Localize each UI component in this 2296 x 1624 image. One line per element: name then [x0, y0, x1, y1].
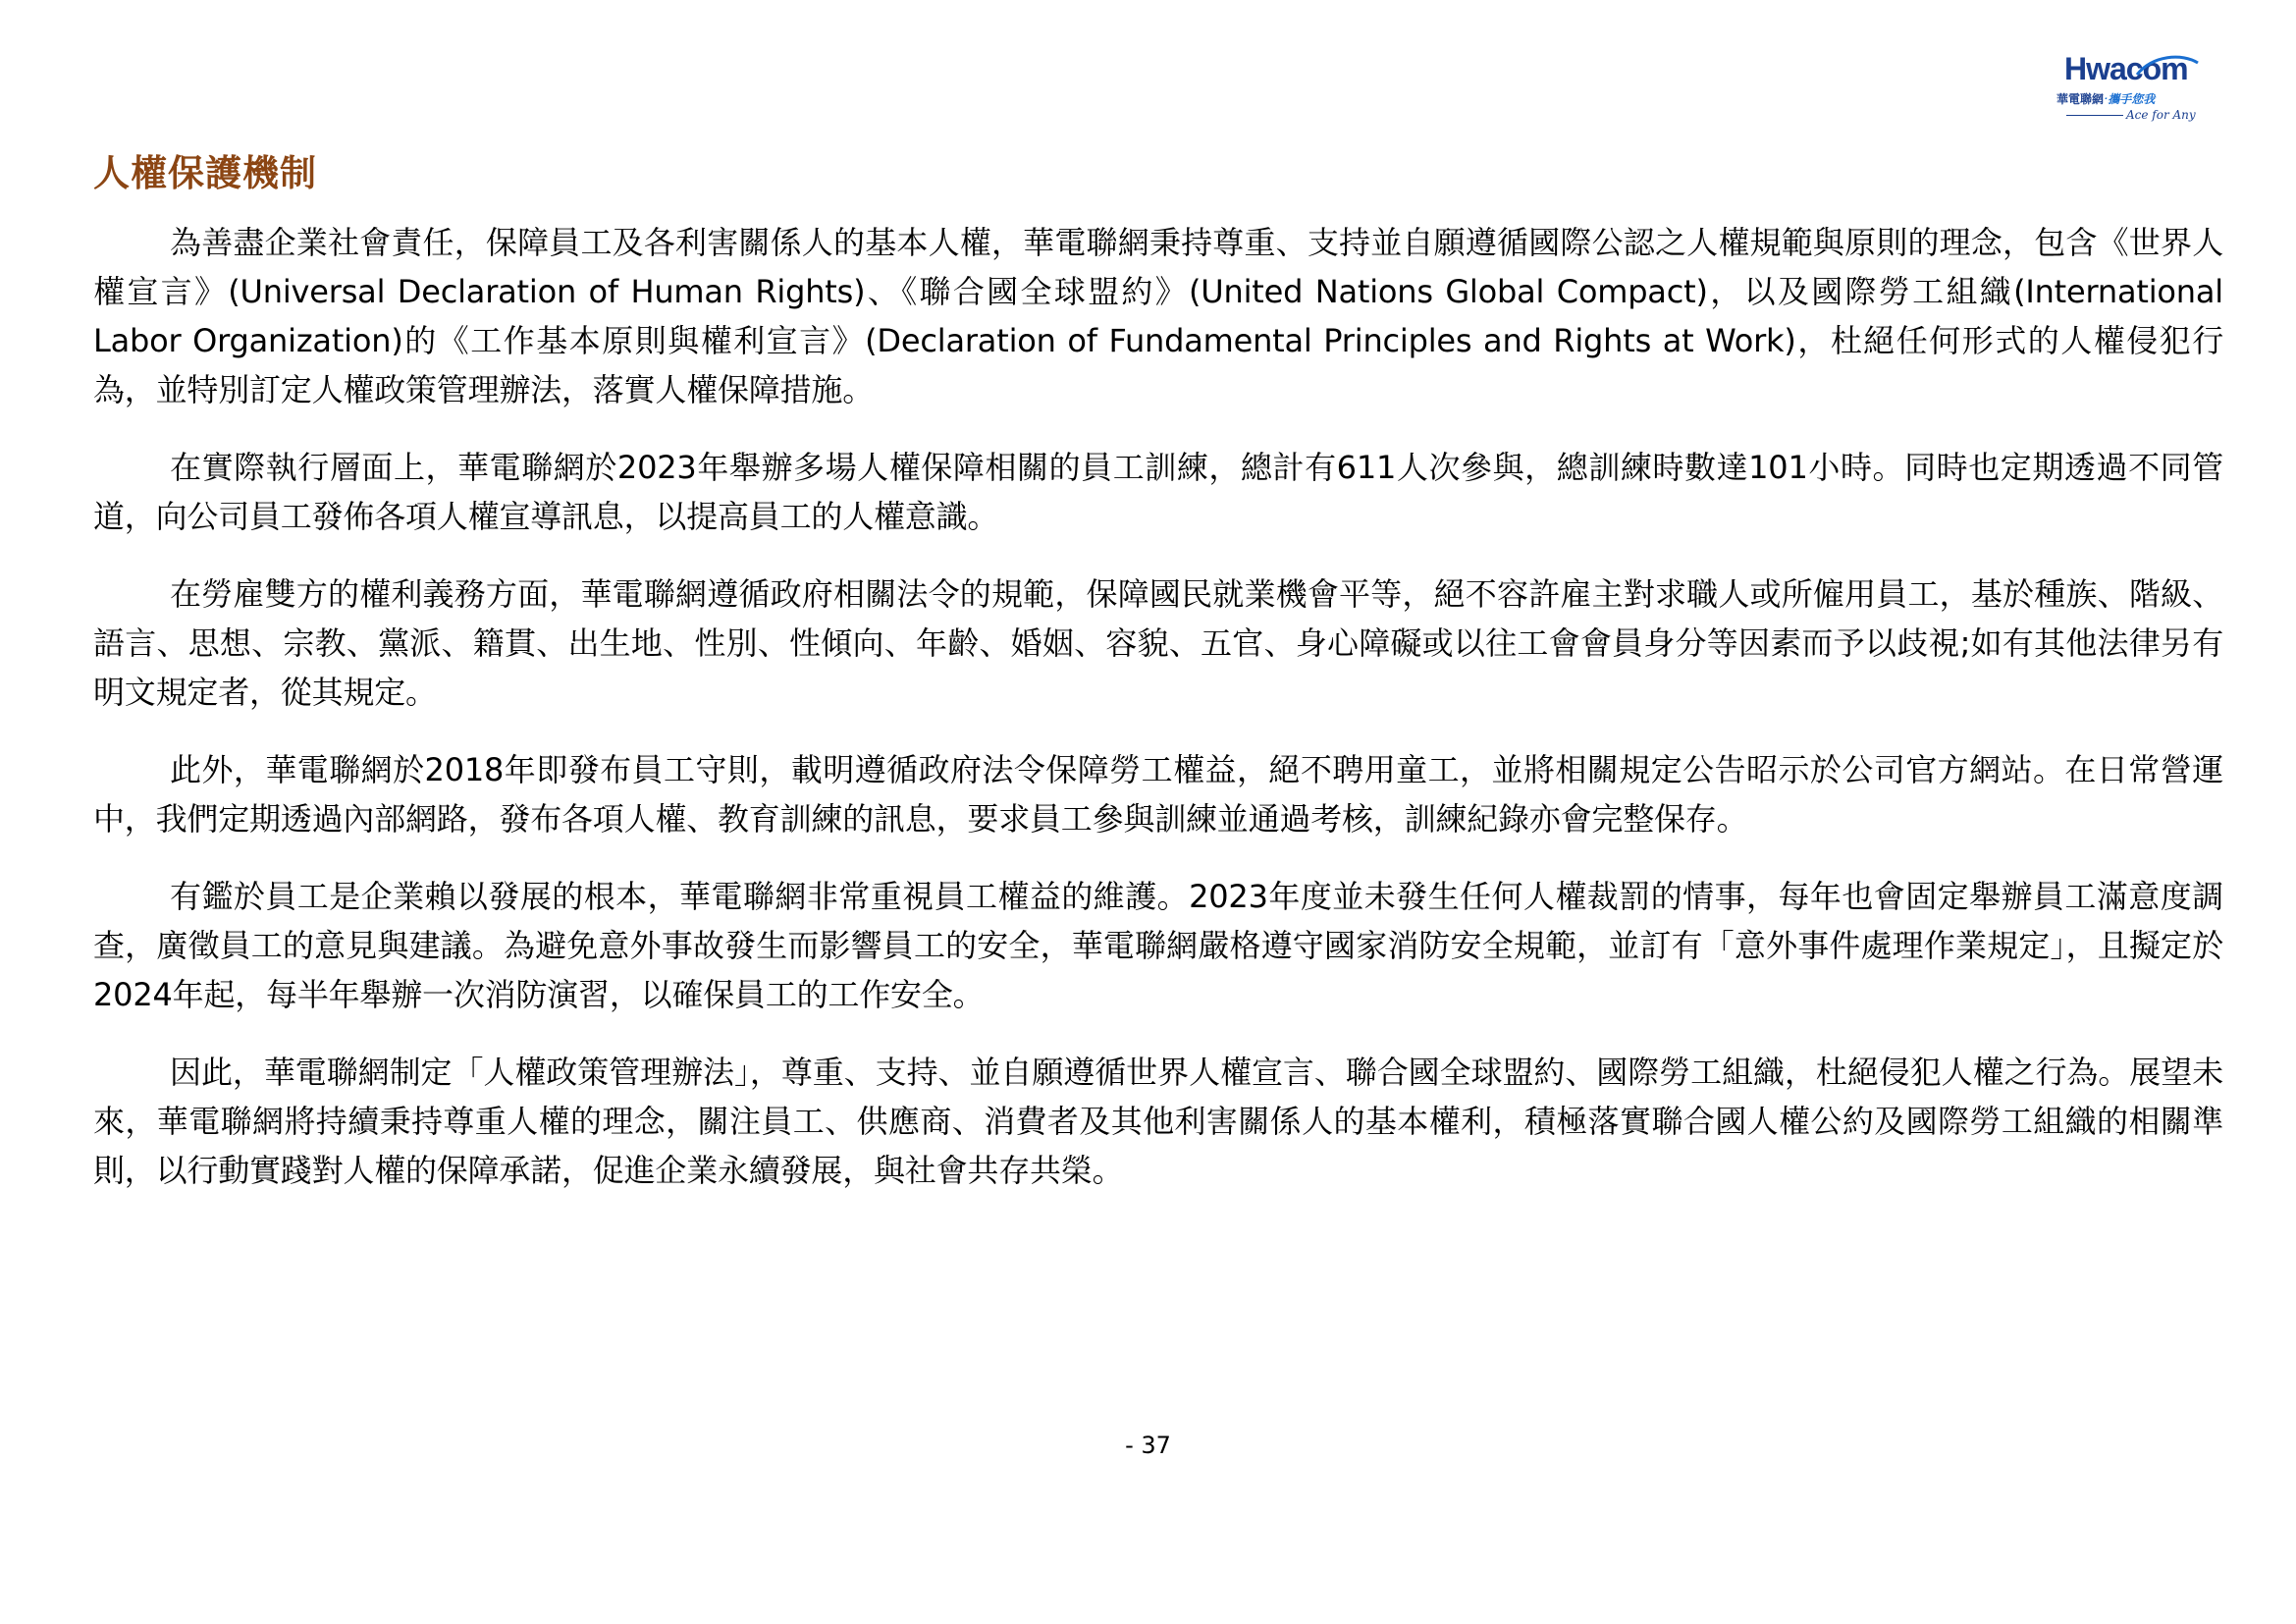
- page-number: - 37: [1125, 1432, 1171, 1459]
- logo-tagline-text: Ace for Any: [2126, 108, 2196, 122]
- logo-subtitle-main: 華電聯網: [2056, 92, 2105, 106]
- paragraph-equality: 在勞雇雙方的權利義務方面，華電聯網遵循政府相關法令的規範，保障國民就業機會平等，絕不容許雇主對求職人或所僱用員工，基於種族、階級、語言、思想、宗教、黨派、籍貫、出生地、性別、性傾向、年齡、婚姻、容貌、五官、身心障礙或以往工會會員身分等因素而予以歧視;如有其他法律另有明文規定者，從其規定。: [93, 575, 2223, 711]
- paragraph-conclusion: 因此，華電聯網制定「人權政策管理辦法」，尊重、支持、並自願遵循世界人權宣言、聯合國全球盟約、國際勞工組織，杜絕侵犯人權之行為。展望未來，華電聯網將持續秉持尊重人權的理念，關注員工、供應商、消費者及其他利害關係人的基本權利，積極落實聯合國人權公約及國際勞工組織的相關準則，以行動實踐對人權的保障承諾，促進企業永續發展，與社會共存共榮。: [93, 1054, 2223, 1189]
- paragraph-intro: 為善盡企業社會責任，保障員工及各利害關係人的基本人權，華電聯網秉持尊重、支持並自願遵循國際公認之人權規範與原則的理念，包含《世界人權宣言》(Universal Declaration of Human Rights)、《聯合國全球盟約》(United Nations Global Compact)，以及國際勞工組織(International Labor Organization)的《工作基本原則與權利宣言》(Declaration of Fundamental Principles and Rights at Work)，杜絕任何形式的人權侵犯行為，並特別訂定人權政策管理辦法，落實人權保障措施。: [93, 224, 2223, 408]
- logo-divider: [2066, 115, 2123, 116]
- paragraph-training: 在實際執行層面上，華電聯網於2023年舉辦多場人權保障相關的員工訓練，總計有611人次參與，總訓練時數達101小時。同時也定期透過不同管道，向公司員工發佈各項人權宣導訊息，以提高員工的人權意識。: [93, 449, 2223, 535]
- paragraph-employee-rights: 有鑑於員工是企業賴以發展的根本，華電聯網非常重視員工權益的維護。2023年度並未發生任何人權裁罰的情事，每年也會固定舉辦員工滿意度調查，廣徵員工的意見與建議。為避免意外事故發生而影響員工的安全，華電聯網嚴格遵守國家消防安全規範，並訂有「意外事件處理作業規定」，且擬定於2024年起，每半年舉辦一次消防演習，以確保員工的工作安全。: [93, 878, 2223, 1013]
- logo-tagline: [2066, 108, 2196, 122]
- page-title: 人權保護機制: [93, 152, 317, 194]
- paragraph-code-of-conduct: 此外，華電聯網於2018年即發布員工守則，載明遵循政府法令保障勞工權益，絕不聘用童工，並將相關規定公告昭示於公司官方網站。在日常營運中，我們定期透過內部網路，發布各項人權、教育訓練的訊息，要求員工參與訓練並通過考核，訓練紀錄亦會完整保存。: [93, 751, 2223, 838]
- company-logo: [2056, 51, 2204, 128]
- body-content: [93, 218, 2223, 1223]
- logo-subtitle-accent: ‧攜手您我: [2104, 92, 2156, 106]
- logo-swoosh-icon: [2133, 53, 2202, 79]
- logo-subtitle: [2056, 90, 2155, 107]
- logo-brand-text: Hwacom: [2064, 51, 2188, 86]
